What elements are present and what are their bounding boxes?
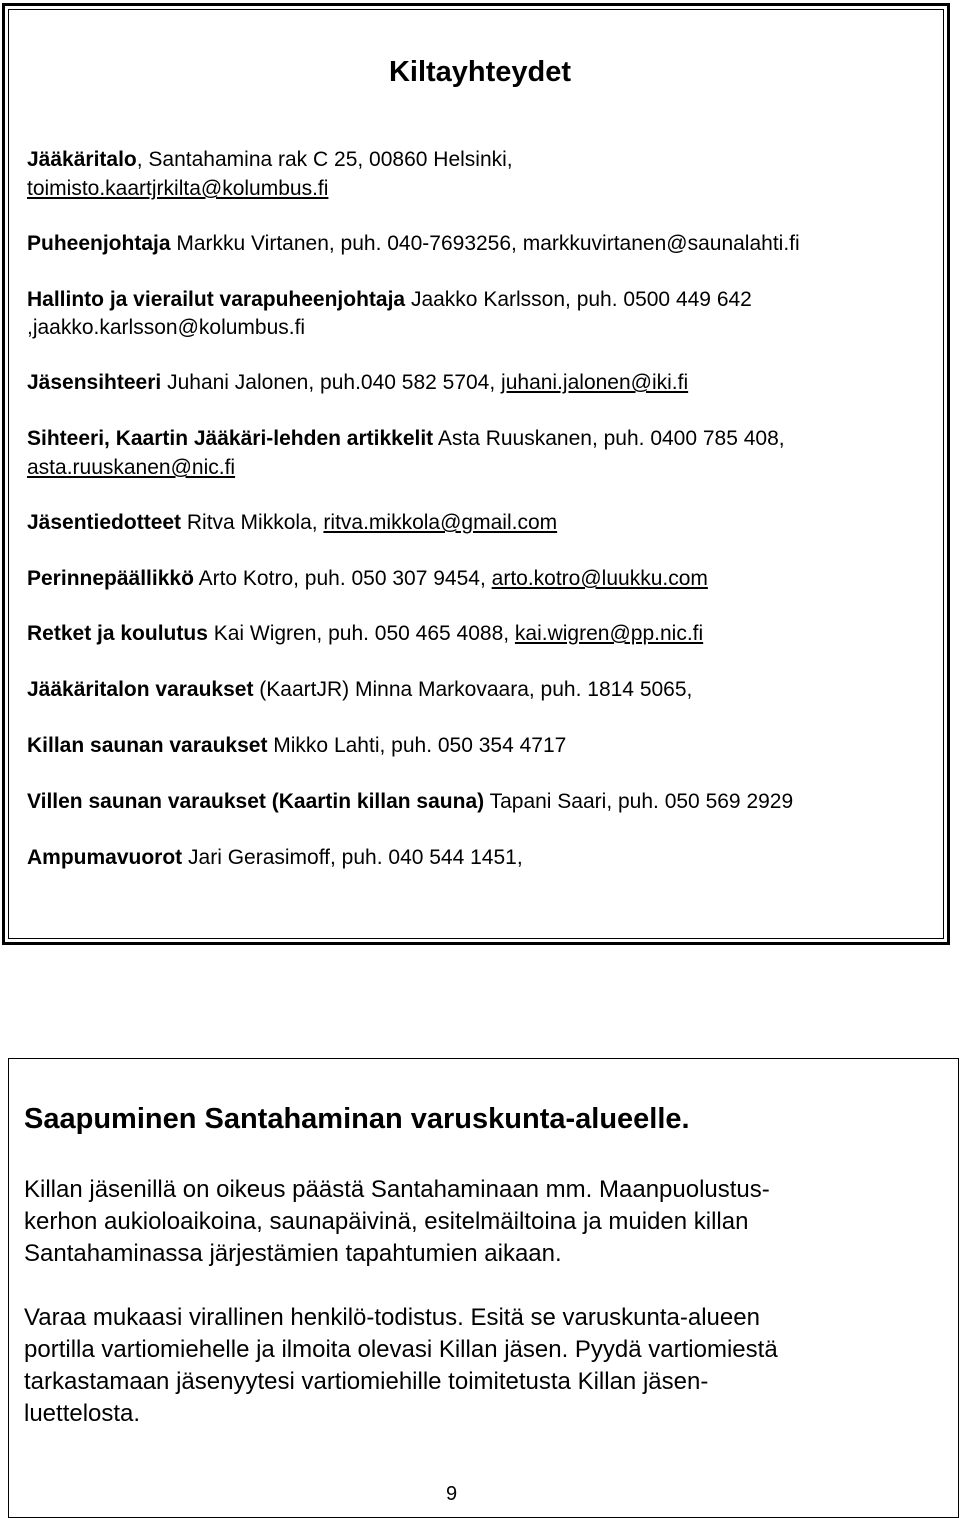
page-title: Kiltayhteydet [388, 56, 572, 88]
trips-email-link[interactable]: kai.wigren@pp.nic.fi [514, 622, 704, 645]
heritage-email-link[interactable]: arto.kotro@luukku.com [491, 567, 708, 590]
office-email-link[interactable]: toimisto.kaartjrkilta@kolumbus.fi [27, 177, 329, 200]
arrival-paragraph-2-line-2: portilla vartiomiehelle ja ilmoita olevasi Killan jäsen. Pyydä vartiomiestä [24, 1336, 778, 1363]
arrival-paragraph-2-line-3: tarkastamaan jäsenyytesi vartiomiehille toimitetusta Killan jäsen- [24, 1368, 709, 1395]
arrival-paragraph-1-line-2: kerhon aukioloaikoina, saunapäivinä, esitelmäiltoina ja muiden killan [24, 1208, 749, 1235]
page-number: 9 [446, 1483, 458, 1505]
sauna-booking-line: Killan saunan varaukset Mikko Lahti, puh. 050 354 4717 [27, 734, 567, 757]
member-secretary-email-link[interactable]: juhani.jalonen@iki.fi [501, 371, 689, 394]
arrival-paragraph-2-line-1: Varaa mukaasi virallinen henkilö-todistus. Esitä se varuskunta-alueen [24, 1304, 760, 1331]
vice-chair-email: ,jaakko.karlsson@kolumbus.fi [27, 316, 306, 339]
heritage-line: Perinnepäällikkö Arto Kotro, puh. 050 307 9454, arto.kotro@luukku.com [27, 567, 708, 590]
arrival-paragraph-1-line-1: Killan jäsenillä on oikeus päästä Santahaminaan mm. Maanpuolustus- [24, 1176, 770, 1203]
member-secretary-line: Jäsensihteeri Juhani Jalonen, puh.040 582 5704, juhani.jalonen@iki.fi [27, 371, 689, 394]
arrival-paragraph-2-line-4: luettelosta. [24, 1400, 141, 1427]
secretary-email-link[interactable]: asta.ruuskanen@nic.fi [27, 456, 236, 479]
arrival-paragraph-1-line-3: Santahaminassa järjestämien tapahtumien aikaan. [24, 1240, 562, 1267]
arrival-heading: Saapuminen Santahaminan varuskunta-alueelle. [24, 1103, 690, 1135]
secretary-line: Sihteeri, Kaartin Jääkäri-lehden artikkelit Asta Ruuskanen, puh. 0400 785 408, [27, 427, 785, 450]
chair-line: Puheenjohtaja Markku Virtanen, puh. 040-7693256, markkuvirtanen@saunalahti.fi [27, 232, 800, 255]
bulletins-email-link[interactable]: ritva.mikkola@gmail.com [323, 511, 558, 534]
trips-line: Retket ja koulutus Kai Wigren, puh. 050 465 4088, kai.wigren@pp.nic.fi [27, 622, 704, 645]
house-booking-line: Jääkäritalon varaukset (KaartJR) Minna Markovaara, puh. 1814 5065, [27, 678, 693, 701]
vice-chair-line: Hallinto ja vierailut varapuheenjohtaja Jaakko Karlsson, puh. 0500 449 642 [27, 288, 752, 311]
villen-sauna-line: Villen saunan varaukset (Kaartin killan sauna) Tapani Saari, puh. 050 569 2929 [27, 790, 794, 813]
address-line: Jääkäritalo, Santahamina rak C 25, 00860 Helsinki, [27, 148, 513, 171]
shooting-line: Ampumavuorot Jari Gerasimoff, puh. 040 544 1451, [27, 846, 523, 869]
bulletins-line: Jäsentiedotteet Ritva Mikkola, ritva.mikkola@gmail.com [27, 511, 558, 534]
